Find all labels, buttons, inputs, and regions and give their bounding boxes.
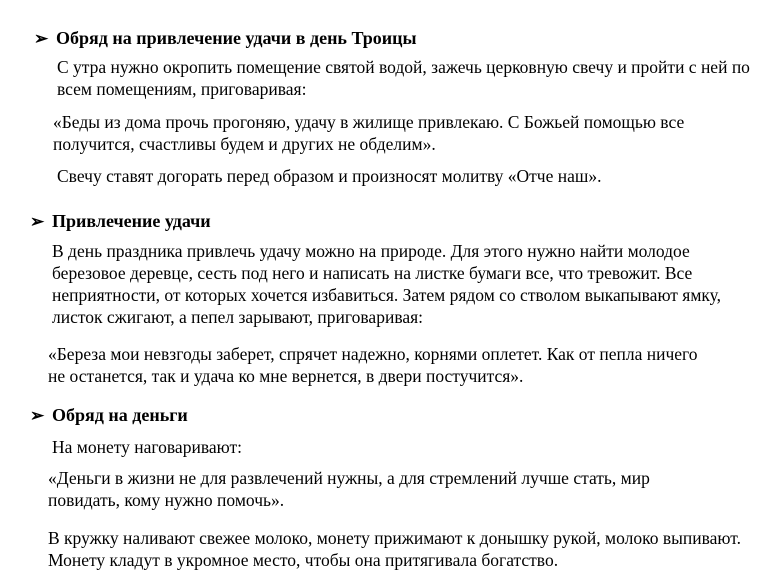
paragraph: Свечу ставят догорать перед образом и произносят молитву «Отче наш».: [57, 166, 602, 186]
paragraph: На монету наговаривают:: [52, 437, 242, 457]
paragraph: В день праздника привлечь удачу можно на природе. Для этого нужно найти молодое березовое деревце, сесть под него и написать на листке бумаги все, что тревожит. Все неприятности, от которых хочется избавиться. Затем рядом со стволом выкапывают ямку, листок сжигают, а пепел зарывают, приговаривая:: [52, 241, 722, 327]
section-heading-text: Обряд на привлечение удачи в день Троицы: [56, 28, 417, 48]
paragraph: С утра нужно окропить помещение святой водой, зажечь церковную свечу и пройти с ней по всем помещениям, приговаривая:: [57, 57, 750, 99]
section-heading-attracting-luck: [30, 210, 211, 233]
section-heading-trinity-luck-ritual: [34, 27, 417, 50]
section-heading-text: Обряд на деньги: [52, 405, 188, 425]
arrowhead-bullet-icon: ➢: [34, 29, 49, 48]
paragraph: В кружку наливают свежее молоко, монету прижимают к донышку рукой, молоко выпивают. Монету кладут в укромное место, чтобы она притягивала богатство.: [48, 528, 741, 570]
section-heading-money-ritual: [30, 404, 188, 427]
arrowhead-bullet-icon: ➢: [30, 212, 45, 231]
quote-paragraph: «Деньги в жизни не для развлечений нужны, а для стремлений лучше стать, мир повидать, кому нужно помочь».: [48, 468, 650, 510]
arrowhead-bullet-icon: ➢: [30, 406, 45, 425]
quote-paragraph: «Беды из дома прочь прогоняю, удачу в жилище привлекаю. С Божьей помощью все получится, счастливы будем и других не обделим».: [53, 112, 685, 154]
section-heading-text: Привлечение удачи: [52, 211, 211, 231]
quote-paragraph: «Береза мои невзгоды заберет, спрячет надежно, корнями оплетет. Как от пепла ничего не останется, так и удача ко мне вернется, в двери постучится».: [48, 344, 698, 386]
